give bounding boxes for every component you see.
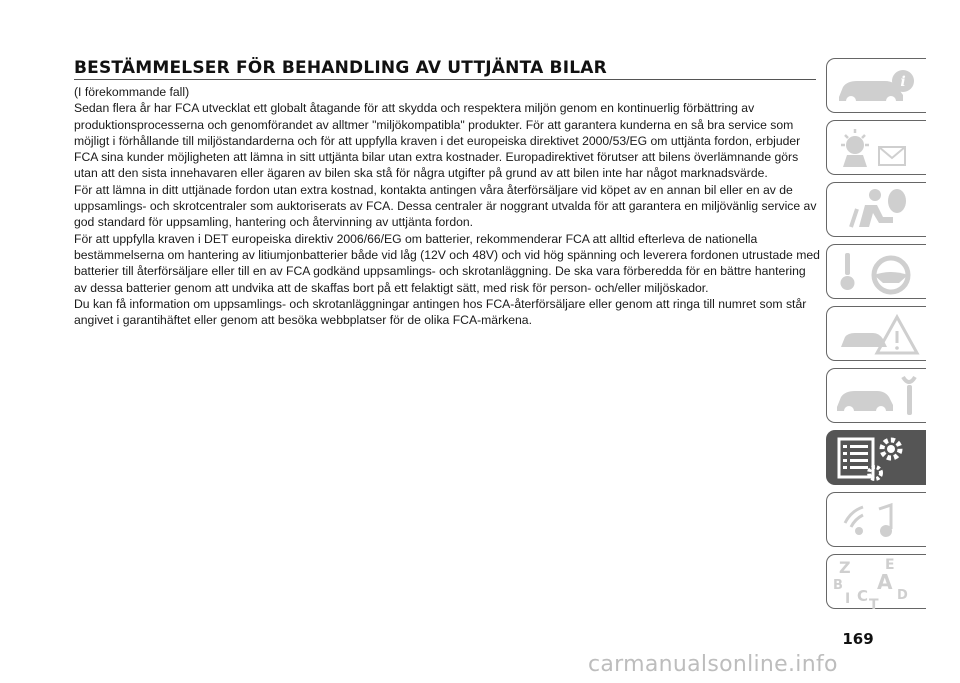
airbag-seat-icon [827, 183, 927, 238]
tab-index[interactable] [826, 554, 926, 609]
index-letter-c: C [857, 587, 869, 605]
paragraph-information: Du kan få information om uppsamlings- och skrotanläggningar antingen hos FCA-återförsäljare eller genom att ringa till numret som står angivet i garantihäftet eller genom att besöka webbplatser för de olika FCA-märkena. [74, 296, 807, 328]
tab-starting-driving[interactable] [826, 244, 926, 299]
alphabetical-index-icon [827, 555, 927, 610]
paragraph-batteries: För att uppfylla kraven i DET europeiska direktiv 2006/66/EG om batterier, rekommenderar FCA att alltid efterleva de nationella bestämmelserna om hantering av litiumjonbatterier både vid låg (12V och 48V) och vid hög spänning och leverera fordonen utrustade med batterier till återförsäljare eller till en av FCA godkänd uppsamlings- och skrotanläggning. De ska vara förberedda för en bättre hantering av dessa batterier genom att undvika att de skaffas bort på ett felaktigt sätt, med risk för person- och/eller miljöskador. [74, 231, 820, 295]
tab-emergency[interactable] [826, 306, 926, 361]
watermark: carmanualsonline.info [588, 652, 838, 677]
tab-technical-specifications[interactable] [826, 430, 926, 485]
index-letter-a: A [877, 570, 893, 594]
car-wrench-icon [827, 369, 927, 424]
breakdown-warning-icon [827, 307, 927, 362]
tab-maintenance[interactable] [826, 368, 926, 423]
body-text [74, 84, 820, 328]
key-steering-wheel-icon [827, 245, 927, 300]
heading-rule [74, 79, 816, 80]
warning-lights-icon [827, 121, 927, 176]
svg-text:i: i [900, 74, 906, 90]
car-info-icon [827, 59, 927, 114]
tab-safety[interactable] [826, 182, 926, 237]
index-letter-z: Z [839, 558, 851, 577]
page-number: 169 [842, 630, 874, 648]
paragraph-return-vehicle: För att lämna in ditt uttjänade fordon utan extra kostnad, kontakta antingen våra återförsäljare vid köpet av en annan bil eller en av de uppsamlings- och skrotcentraler som auktoriserats av FCA. Dessa centraler är noggrant utvalda för att garantera en miljövänlig service av god standard för uppsamling, hantering och återvinning av uttjänta fordon. [74, 182, 817, 230]
index-letter-d: D [897, 588, 908, 603]
specifications-gear-icon [827, 431, 927, 486]
section-heading: BESTÄMMELSER FÖR BEHANDLING AV UTTJÄNTA BILAR [74, 58, 607, 78]
tab-warning-lights[interactable] [826, 120, 926, 175]
index-letter-e: E [885, 557, 895, 573]
multimedia-icon [827, 493, 927, 548]
paragraph-commitment: Sedan flera år har FCA utvecklat ett globalt åtagande för att skydda och respektera miljön genom en kontinuerlig förbättring av produktionsprocesserna och genomförandet av alltmer "miljökompatibla" produkter. För att garantera kunderna en så bra service som möjligt i förhållande till miljöstandarderna och för att uppfylla kraven i det europeiska direktivet 2000/53/EG om uttjänta fordon, erbjuder FCA sina kunder möjligheten att lämna in sitt uttjänta bilar utan extra kostnader. Europadirektivet förutser att bilens överlämnande görs utan att den sista innehavaren eller ägaren av bilen ska stå för några utgifter på grund av att bilen inte har något marknadsvärde. [74, 101, 801, 181]
index-letter-i: I [845, 591, 851, 607]
index-letter-t: T [869, 597, 879, 610]
tab-multimedia[interactable] [826, 492, 926, 547]
paragraph-applicability: (I förekommande fall) [74, 85, 190, 99]
tab-car-info[interactable] [826, 58, 926, 113]
index-letter-b: B [833, 578, 843, 593]
